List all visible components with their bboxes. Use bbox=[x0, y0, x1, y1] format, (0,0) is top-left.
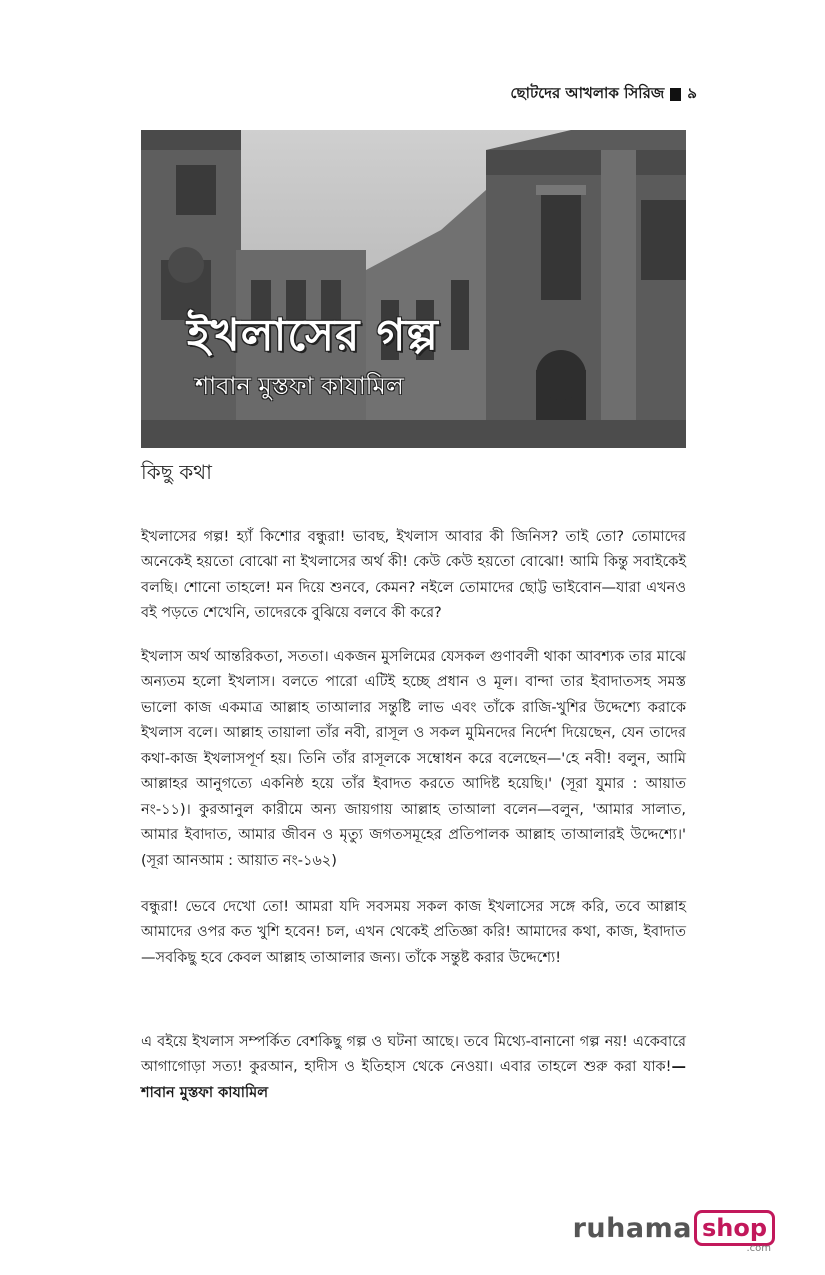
page-number: ৯ bbox=[687, 84, 697, 102]
author-signature: —শাবান মুস্তফা কাযামিল bbox=[141, 1059, 686, 1101]
paragraph-4 bbox=[141, 1030, 686, 1107]
paragraph-1: ইখলাসের গল্প! হ্যাঁ কিশোর বন্ধুরা! ভাবছ, ইখলাস আবার কী জিনিস? তাই তো? তোমাদের অনেকেই হয়তো বোঝো না ইখলাসের অর্থ কী! কেউ কেউ হয়তো বোঝো! আমি কিন্তু সবাইকেই বলছি। শোনো তাহলে! মন দিয়ে শুনবে, কেমন? নইলে তোমাদের ছোট্ট ভাইবোন—যারা এখনও বই পড়তে শেখেনি, তাদেরকে বুঝিয়ে বলবে কী করে? bbox=[141, 528, 686, 621]
paragraph-3: বন্ধুরা! ভেবে দেখো তো! আমরা যদি সবসময় সকল কাজ ইখলাসের সঙ্গে করি, তবে আল্লাহ আমাদের ওপর কত খুশি হবেন! চল, এখন থেকেই প্রতিজ্ঞা করি! আমাদের কথা, কাজ, ইবাদাত—সবকিছু হবে কেবল আল্লাহ তাআলার জন্য। তাঁকে সন্তুষ্ট করার উদ্দেশ্যে! bbox=[141, 898, 686, 966]
book-author: শাবান মুস্তফা কাযামিল bbox=[195, 372, 404, 400]
paragraph-4-text: এ বইয়ে ইখলাস সম্পর্কিত বেশকিছু গল্প ও ঘটনা আছে। তবে মিথ্যে-বানানো গল্প নয়! একেবারে আগাগোড়া সত্য! কুরআন, হাদীস ও ইতিহাস থেকে নেওয়া। এবার তাহলে শুরু করা যাক! bbox=[141, 1033, 686, 1075]
paragraph-2: ইখলাস অর্থ আন্তরিকতা, সততা। একজন মুসলিমের যেসকল গুণাবলী থাকা আবশ্যক তার মাঝে অন্যতম হলো ইখলাস। বলতে পারো এটিই হচ্ছে প্রধান ও মূল। বান্দা তার ইবাদাতসহ সমস্ত ভালো কাজ একমাত্র আল্লাহ তাআলার সন্তুষ্টি লাভ এবং তাঁকে রাজি-খুশির উদ্দেশ্যে করাকে ইখলাস বলে। আল্লাহ তায়ালা তাঁর নবী, রাসূল ও সকল মুমিনদের নির্দেশ দিয়েছেন, যেন তাদের কথা-কাজ ইখলাসপূর্ণ হয়। তিনি তাঁর রাসূলকে সম্বোধন করে বলেছেন—'হে নবী! বলুন, আমি আল্লাহর আনুগত্যে একনিষ্ঠ হয়ে তাঁর ইবাদত করতে আদিষ্ট হয়েছি।' (সূরা যুমার : আয়াত নং-১১)। কুরআনুল কারীমে অন্য জায়গায় আল্লাহ তাআলা বলেন—বলুন, 'আমার সালাত, আমার ইবাদাত, আমার জীবন ও মৃত্যু জগতসমূহের প্রতিপালক আল্লাহ তাআলারই উদ্দেশ্যে।' (সূরা আনআম : আয়াত নং-১৬২) bbox=[141, 648, 686, 869]
logo-text-shop: shop bbox=[694, 1210, 775, 1246]
separator-square-icon bbox=[670, 88, 681, 101]
running-header bbox=[510, 82, 697, 107]
logo-text-ruhama: ruhama bbox=[572, 1212, 692, 1244]
title-banner bbox=[141, 130, 686, 448]
book-title: ইখলাসের গল্প bbox=[187, 310, 439, 361]
section-heading: কিছু কথা bbox=[141, 460, 212, 484]
ruhamashop-logo bbox=[572, 1210, 775, 1254]
running-title: ছোটদের আখলাক সিরিজ bbox=[510, 84, 665, 102]
logo-text-domain: .com bbox=[746, 1243, 771, 1254]
